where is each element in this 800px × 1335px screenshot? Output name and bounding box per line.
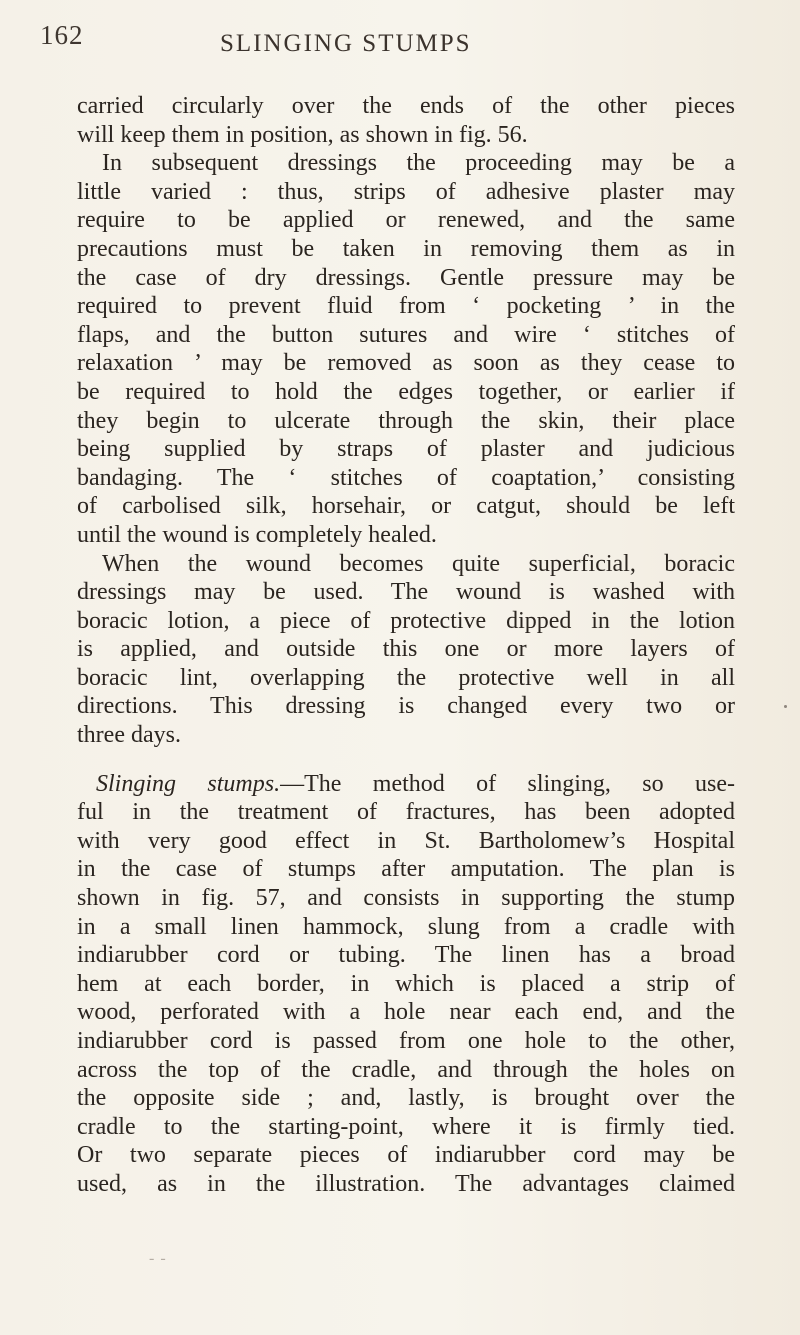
text-line: three days. (77, 722, 181, 749)
text-line: be required to hold the edges together, or earlier if (77, 378, 735, 405)
text-line: Or two separate pieces of indiarubber cord may be (77, 1142, 735, 1169)
text-line: require to be applied or renewed, and the same (77, 207, 735, 234)
text-line: carried circularly over the ends of the other pieces (77, 93, 735, 119)
page-header (40, 20, 760, 64)
text-line: in the case of stumps after amputation. The plan is (77, 856, 735, 883)
section-heading: Slinging stumps. (96, 770, 281, 797)
text-line: being supplied by straps of plaster and judicious (77, 436, 735, 463)
text-line (77, 770, 735, 799)
text-line: shown in fig. 57, and consists in supporting the stump (77, 885, 735, 912)
text-line: cradle to the starting-point, where it is firmly tied. (77, 1113, 735, 1140)
text-line: wood, perforated with a hole near each end, and the (77, 999, 735, 1026)
text-line: of carbolised silk, horsehair, or catgut, should be left (77, 493, 735, 520)
page-number: 162 (40, 20, 84, 50)
text-line: the opposite side ; and, lastly, is brought over the (77, 1085, 735, 1112)
text-line: flaps, and the button sutures and wire ‘ stitches of (77, 321, 735, 348)
text-line: in a small linen hammock, slung from a cradle with (77, 913, 735, 940)
margin-dot (784, 705, 787, 708)
text-line: bandaging. The ‘ stitches of coaptation,’ consisting (77, 464, 735, 491)
text-line: will keep them in position, as shown in fig. 56. (77, 121, 528, 148)
text-line: they begin to ulcerate through the skin, their place (77, 407, 735, 434)
text-line: required to prevent fluid from ‘ pocketing ’ in the (77, 293, 735, 320)
text-line: In subsequent dressings the proceeding may be a (102, 150, 735, 177)
paragraph-spacer (77, 750, 735, 770)
text-line: boracic lint, overlapping the protective well in all (77, 664, 735, 691)
section-heading-continuation: —The method of slinging, so use- (280, 770, 735, 797)
text-line: directions. This dressing is changed every two or (77, 693, 735, 720)
text-line: indiarubber cord is passed from one hole to the other, (77, 1028, 735, 1054)
text-line: the case of dry dressings. Gentle pressure may be (77, 264, 735, 291)
text-line: dressings may be used. The wound is washed with (77, 579, 735, 606)
text-line: When the wound becomes quite superficial, boracic (102, 550, 735, 577)
body-text (77, 92, 735, 1199)
text-line: indiarubber cord or tubing. The linen has a broad (77, 942, 735, 969)
text-line: until the wound is completely healed. (77, 521, 437, 548)
text-line: across the top of the cradle, and through the holes on (77, 1056, 735, 1083)
text-line: little varied : thus, strips of adhesive plaster may (77, 178, 735, 205)
running-head: SLINGING STUMPS (220, 30, 472, 57)
text-line: precautions must be taken in removing them as in (77, 235, 735, 262)
text-line: used, as in the illustration. The advantages claimed (77, 1170, 735, 1197)
text-line: hem at each border, in which is placed a strip of (77, 970, 735, 997)
text-line: with very good effect in St. Bartholomew’s Hospital (77, 827, 735, 854)
bottom-mark: - - (149, 1250, 167, 1267)
text-line: ful in the treatment of fractures, has been adopted (77, 799, 735, 826)
text-line: is applied, and outside this one or more layers of (77, 636, 735, 663)
text-line: relaxation ’ may be removed as soon as they cease to (77, 350, 735, 377)
text-line: boracic lotion, a piece of protective dipped in the lotion (77, 607, 735, 634)
